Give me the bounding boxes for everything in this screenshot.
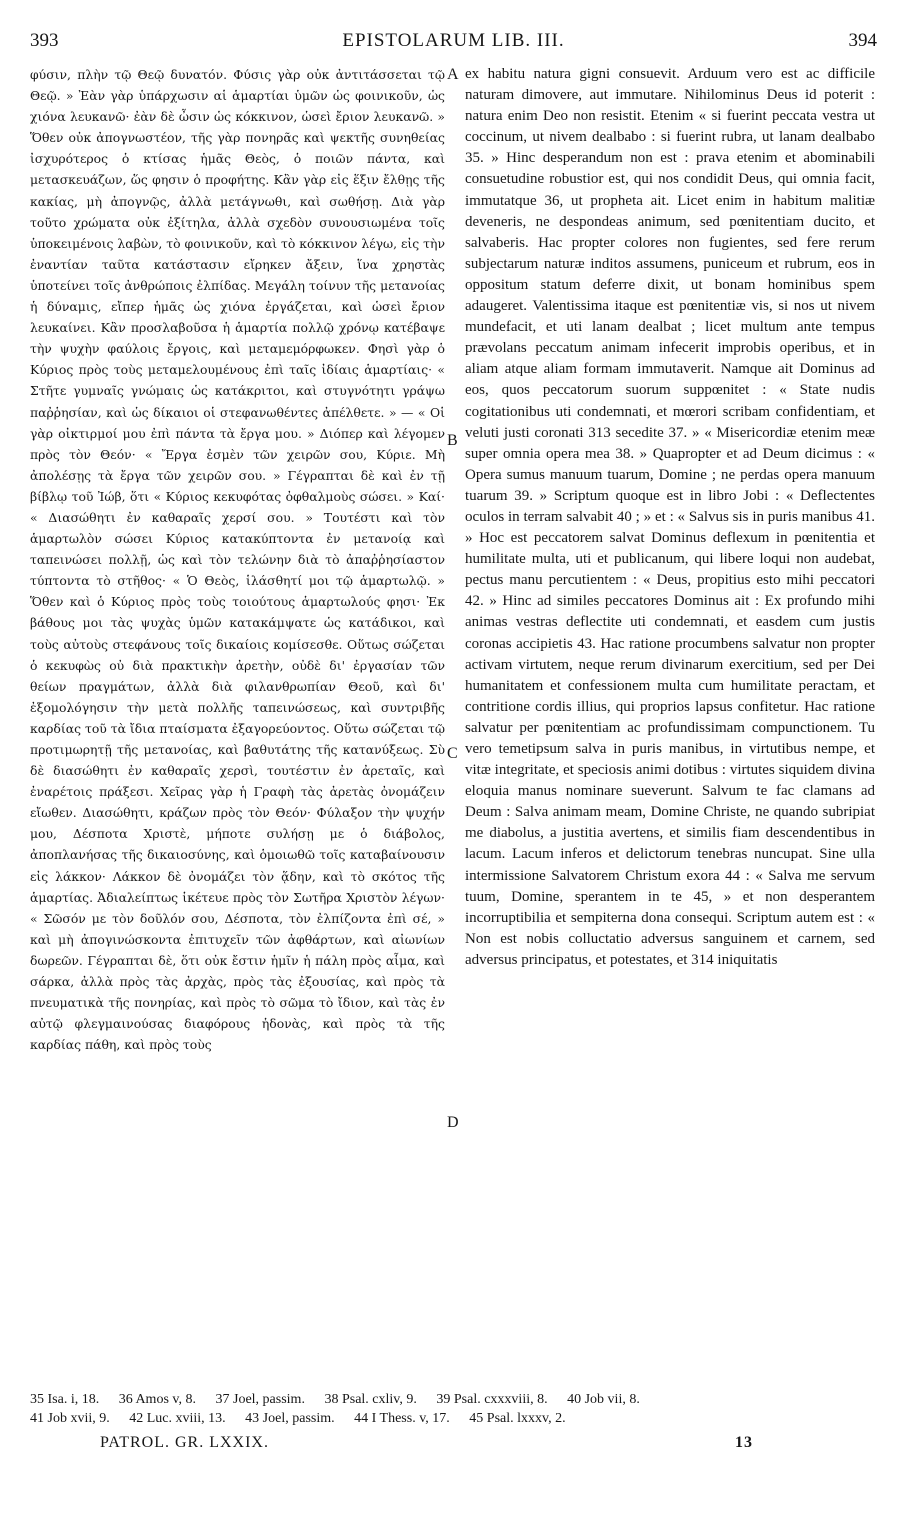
greek-text: φύσιν, πλὴν τῷ Θεῷ δυνατόν. Φύσις γὰρ οὐκ ἀντιτάσσεται τῷ Θεῷ. » Ἐὰν γὰρ ὑπάρχωσιν αἱ ἁμαρτίαι ὑμῶν ὡς φοινικοῦν, ὡς χιόνα λευκανῶ· ἐὰν δὲ ὦσιν ὡς κόκκινον, ὡσεὶ ἔριον λευκανῶ. » Ὅθεν οὐκ ἀπογνωστέον, τῆς γὰρ πονηρᾶς καὶ ψεκτῆς συνηθείας ἰσχυρότερος ὁ κτίσας ἡμᾶς Θεὸς, ὁ ποιῶν πάντα, καὶ μετασκευάζων, ὥς φησιν ὁ προφήτης. Κἂν γὰρ εἰς ἕξιν ἔλθῃς τῆς κακίας, μὴ ἀπογνῷς, ἀλλὰ μετάγνωθι, καὶ σωθήσῃ. Διὰ γὰρ τοῦτο χρώματα οὐκ ἐξίτηλα, ἀλλὰ σχεδὸν συνουσιωμένα τοῖς ὑποκειμένοις λαβὼν, τὸ φοινικοῦν, καὶ τὸ κόκκινον λέγω, εἰς τὴν ἐναντίαν ταῦτα κατάστασιν εἴρηκεν ἄξειν, ἵνα χρηστὰς ὑποτείνει τοῖς ἀνθρώποις ἐλπίδας. Μεγάλη τοίνυν τῆς μετανοίας ἡ δύναμις, εἴπερ ἡμᾶς ὡς χιόνα ἐργάζεται, καὶ ὡσεὶ ἔριον λευκαίνει. Κἂν προσλαβοῦσα ἡ ἁμαρτία πολλῷ χρόνῳ κατέβαψε τὴν ψυχὴν φαύλοις ἔργοις, καὶ μεταμεμόρφωκεν. Φησὶ γὰρ ὁ Κύριος πρὸς τοὺς μεταμελουμένους ἐπὶ ταῖς ἰδίαις ἁμαρτίαις· « Στῆτε γυμναῖς γνώμαις ὡς κατάκριτοι, καὶ στυγνότητι γράψω παῤῥησίαν, καὶ ὡς δίκαιοι οἱ στεφανωθέντες ἀπέλθετε. » — « Οἱ γὰρ οἰκτιρμοί μου ἐπὶ πάντα τὰ ἔργα μου. » Διόπερ καὶ λέγομεν πρὸς τὸν Θεόν· « Ἔργα ἐσμὲν τῶν χειρῶν σου, Κύριε. Μὴ ἀπολέσῃς τὰ ἔργα τῶν χειρῶν σου. » Γέγραπται δὲ καὶ ἐν τῇ βίβλῳ τοῦ Ἰώβ, ὅτι « Κύριος κεκυφότας ὀφθαλμοὺς σώσει. » Καί· « Διασώθητι ἐν καθαραῖς χερσί σου. » Τουτέστι καὶ τὸν ἁμαρτωλὸν σώσει Κύριος κατακύπτοντα ἐν μετανοίᾳ καὶ ταπεινώσει πολλῇ, ὡς καὶ τὸν τελώνην διὰ τὸ ἀπαῤῥησίαστον τύπτοντα τὸ στῆθος· « Ὁ Θεὸς, ἱλάσθητί μοι τῷ ἁμαρτωλῷ. » Ὅθεν καὶ ὁ Κύριος πρὸς τοὺς τοιούτους ἁμαρτωλούς φησι· Ἐκ βάθους μοι τὰς ψυχὰς ὑμῶν κατακάμψατε ὡς κατάδικοι, καὶ τοὺς αὐτοὺς στεφάνους τοῖς δικαίοις κομίσεσθε. Οὕτως σώζεται ὁ κεκυφὼς οὐ διὰ πρακτικὴν ἀρετὴν, οὐδὲ δι' ἐργασίαν τῶν θείων πραγμάτων, ἀλλὰ διὰ φιλανθρωπίαν Θεοῦ, καὶ δι' ἐξομολόγησιν τὴν μετὰ πολλῆς ταπεινώσεως, καὶ συντριβῆς καρδίας τοῦ τὰ ἴδια πταίσματα ἐξαγορεύοντος. Οὕτω σώζεται τῷ προτιμωρητῇ τῆς μετανοίας, καὶ βαθυτάτης τῆς κατανύξεως. Σὺ δὲ διασώθητι ἐν καθαραῖς χερσὶ, τουτέστιν ἐν ἀρεταῖς, καὶ ἐναρέτοις πράξεσι. Χεῖρας γὰρ ἡ Γραφὴ τὰς ἀρετὰς ὀνομάζειν εἴωθεν. Διασώθητι, κράζων πρὸς τὸν Θεόν· Φύλαξον τὴν ψυχήν μου, Δέσποτα Χριστὲ, μήποτε συλήσῃ με ὁ διάβολος, ἀποπλανήσας τῆς δικαιοσύνης, καὶ ὁμοιωθῶ τοῖς καταβαίνουσιν εἰς λάκκον· Λάκκον δὲ ὀνομάζει τὸν ᾅδην, καὶ τὸ σκότος τῆς ἁμαρτίας. Ἀδιαλείπτως ἱκέτευε πρὸς τὸν Σωτῆρα Χριστὸν λέγων· « Σῶσόν με τὸν δοῦλόν σου, Δέσποτα, τὸν ἐλπίζοντα ἐπὶ σέ, » καὶ μὴ ἀπογινώσκοντα ἐπιτυχεῖν τῶν ἀφθάρτων, καὶ αἰωνίων δωρεῶν. Γέγραπται δὲ, ὅτι οὐκ ἔστιν ἡμῖν ἡ πάλη πρὸς αἷμα, καὶ σάρκα, ἀλλὰ πρὸς τὰς ἀρχὰς, πρὸς τὰς ἐξουσίας, καὶ πρὸς τὰ πνευματικὰ τῆς πονηρίας, καὶ πρὸς τὸ σῶμα τὸ ἴδιον, καὶ τὰς ἐν αὐτῷ φλεγμαινούσας διαφόρους ἡδονὰς, καὶ πρὸς τὰ τῆς καρδίας πάθη, καὶ πρὸς τοὺς <box>30 67 445 1053</box>
page-number-left: 393 <box>30 30 59 51</box>
page-footer <box>30 1434 877 1456</box>
latin-text: ex habitu natura gigni consuevit. Arduum vero est ac difficile naturam dimovere, aut immutare. Nihilominus Deus id poterit : natura enim Deo non resistit. Etenim « si fuerint peccata vestra ut coccinum, ut nivem dealbabo : si fuerint rubra, ut lanam dealbabo 35. » Hinc desperandum non est : prava etenim et abominabili consuetudine robustior est, qui nos condidit Deus, qui omnia facit, immutatque 36, ut propheta ait. Licet enim in habitum malitiæ deveneris, ne despondeas animum, sed pœnitentiam ducito, et salvaberis. Hac propter colores non fugientes, sed fere rerum subjectarum naturæ inditos assumens, puniceum et rubrum, eos in oppositum statum deferre dixit, ut bonam hominibus spem adaugeret. Valentissima itaque est pœnitentiæ vis, si nos ut nivem mundefacit, et uti lanam dealbat ; licet multum ante tempus prævolans peccatum animam infecerit improbis operibus, et in aliam atque aliam formam immutaverit. Namque ait Dominus ad eos, quos peccatorum suorum suppœnitet : « State nudis cogitationibus uti condemnati, et mœrori scribam confidentiam, et veluti justi coronati 313 secedite 37. » « Misericordiæ etenim meæ super omnia opera mea 38. » Quapropter et ad Deum dicimus : « Opera sumus manuum tuarum, Domine ; ne perdas opera manuum tuarum 39. » Scriptum quoque est in libro Jobi : « Deflectentes oculos in terram salvabit 40 ; » et : « Salvus sis in puris manibus 41. » Hoc est peccatorem salvat Dominus deflexum in pœnitentia et humilitate multa, uti et publicanum, qui libere loqui non audebat, pectus manu percutientem : « Deus, propitius esto mihi peccatori 42. » Hinc ad similes peccatores Dominus ait : Ex profundo mihi animas vestras deflectite uti condemnati, et easdem cum justis coronas accipietis 43. Hac ratione procumbens salvatur non propter activam virtutem, neque rerum divinarum exercitium, sed per Dei humanitatem et confessionem multa cum humilitate peractam, et contritione cordis illius, qui proprios lapsus confitetur. Hac ratione salvatur per pœnitentiam ac profundissimam compunctionem. Tu vero temetipsum salva in puris manibus, in virtutibus nempe, et vitæ integritate, et speciosis animi dotibus : virtutes siquidem divina eloquia manus nominare sueverunt. Salvum te fac clamans ad Deum : Salva animam meam, Domine Christe, ne quando subripiat me diabolus, a justitia avertens, et similis fiam descendentibus in lacum. Lacum inferos et delictorum tenebras nuncupat. Sine ulla intermissione Salvatorem Christum exora 44 : « Salva me servum tuum, Domine, sperantem in te 45, » et non desperantem incorruptibilia et sempiterna dona consequi. Scriptum autem est : « Non est nobis colluctatio adversus sanguinem et carnem, sed adversus principatus, et potestates, et 314 iniquitatis <box>465 66 875 968</box>
margin-marker-d: D <box>447 1114 459 1131</box>
footnote: 38 Psal. cxliv, 9. <box>324 1392 417 1407</box>
margin-marker-a: A <box>447 66 459 83</box>
footnote: 45 Psal. lxxxv, 2. <box>469 1411 566 1426</box>
latin-column <box>465 64 875 1374</box>
footnote: 42 Luc. xviii, 13. <box>129 1411 226 1426</box>
greek-column <box>30 64 445 1374</box>
footnotes <box>30 1390 877 1428</box>
footnote: 44 I Thess. v, 17. <box>354 1411 450 1426</box>
signature-number: 13 <box>735 1434 753 1451</box>
footnote-line <box>30 1390 877 1409</box>
margin-marker-b: B <box>447 432 458 449</box>
footnote-line <box>30 1409 877 1428</box>
running-title: EPISTOLARUM LIB. III. <box>342 30 565 51</box>
page-header <box>30 30 877 60</box>
margin-marker-c: C <box>447 745 458 762</box>
volume-reference: PATROL. GR. LXXIX. <box>100 1434 269 1451</box>
footnote: 43 Joel, passim. <box>245 1411 335 1426</box>
page-number-right: 394 <box>848 30 877 51</box>
footnote: 39 Psal. cxxxviii, 8. <box>436 1392 548 1407</box>
footnote: 36 Amos v, 8. <box>118 1392 196 1407</box>
footnote: 37 Joel, passim. <box>215 1392 305 1407</box>
footnote: 40 Job vii, 8. <box>567 1392 640 1407</box>
footnote: 41 Job xvii, 9. <box>30 1411 110 1426</box>
footnote: 35 Isa. i, 18. <box>30 1392 100 1407</box>
